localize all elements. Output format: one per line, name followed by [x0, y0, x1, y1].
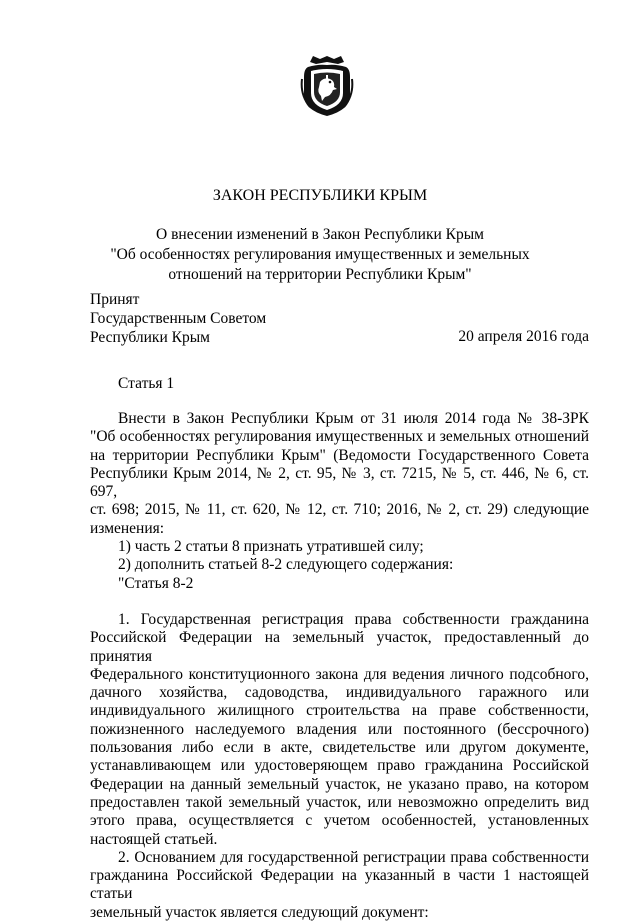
point1-line: Федерации на данный земельный участок, не указано право, на котором [90, 775, 589, 793]
subtitle-line: отношений на территории Республики Крым" [168, 266, 472, 283]
point1-line: этого права, осуществляется с учетом особенностей, установленных [90, 812, 589, 830]
intro-line: Республики Крым 2014, № 2, ст. 95, № 3, ст. 7215, № 5, ст. 446, № 6, ст. 697, [90, 464, 589, 501]
amendment-item: 2) дополнить статьей 8-2 следующего содержания: [118, 556, 454, 574]
point1-line: настоящей статьей. [90, 830, 218, 848]
subtitle-line: О внесении изменений в Закон Республики Крым [156, 226, 484, 243]
point1-line: 1. Государственная регистрация права собственности гражданина [118, 610, 589, 628]
point1-line: пользования либо если в акте, свидетельстве или другом документе, [90, 739, 589, 757]
law-title: ЗАКОН РЕСПУБЛИКИ КРЫМ [212, 187, 428, 204]
amendment-item: 1) часть 2 статьи 8 признать утратившей силу; [118, 538, 424, 556]
adopted-line: Республики Крым [90, 329, 210, 346]
adopted-by [90, 290, 266, 347]
point1-line: устанавливающем или удостоверяющем право гражданина Российской [90, 757, 589, 775]
point2-line: гражданина Российской Федерации на указанный в части 1 настоящей статьи [90, 867, 589, 903]
article-heading: Статья 1 [118, 375, 175, 392]
intro-line: ст. 698; 2015, № 11, ст. 620, № 12, ст. 710; 2016, № 2, ст. 29) следующие [90, 501, 589, 519]
adopted-line: Принят [90, 291, 140, 308]
point1-line: индивидуального жилищного строительства на праве собственности, [90, 702, 589, 720]
point1-line: предоставлен такой земельный участок, или невозможно определить вид [90, 793, 589, 811]
subtitle-line: "Об особенностях регулирования имущественных и земельных [110, 246, 530, 263]
point1-line: Федерального конституционного закона для ведения личного подсобного, [90, 665, 589, 683]
crimea-coat-of-arms-icon [300, 55, 354, 117]
point1-line: дачного хозяйства, садоводства, индивидуального гаражного или [90, 684, 589, 702]
adoption-date: 20 апреля 2016 года [458, 328, 589, 345]
adopted-line: Государственным Советом [90, 310, 267, 327]
intro-line: "Об особенностях регулирования имущественных и земельных отношений [90, 428, 589, 446]
point2-line: 2. Основанием для государственной регистрации права собственности [118, 848, 589, 866]
point1-line: Российской Федерации на земельный участок, предоставленный до принятия [90, 629, 589, 665]
intro-line: изменения: [90, 519, 165, 537]
point1-line: пожизненного наследуемого владения или постоянного (бессрочного) [90, 720, 589, 738]
intro-line: Внести в Закон Республики Крым от 31 июля 2014 года № 38-ЗРК [118, 410, 589, 427]
article-body [90, 410, 589, 922]
point2-line: земельный участок является следующий документ: [90, 903, 429, 921]
intro-line: на территории Республики Крым" (Ведомости Государственного Совета [90, 446, 589, 464]
law-subtitle [0, 225, 640, 285]
new-article-heading: "Статья 8-2 [118, 574, 194, 592]
